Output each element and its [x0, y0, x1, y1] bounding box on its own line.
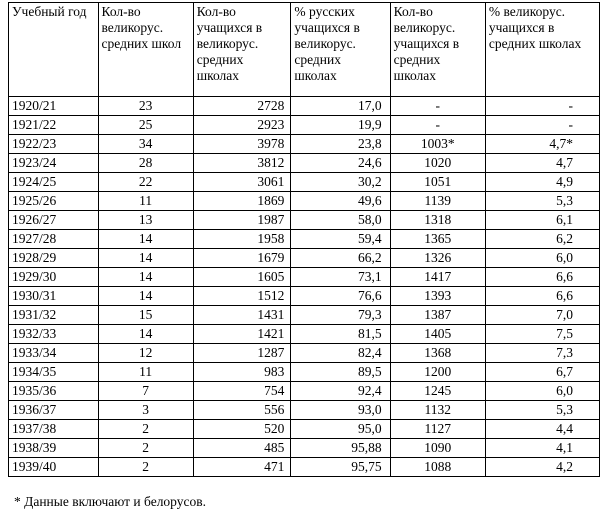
cell-russian-pupils-percent: 95,0 — [291, 420, 390, 439]
cell-school-count: 14 — [98, 325, 193, 344]
table-row — [9, 420, 600, 439]
cell-great-russian-pupils-count: 1326 — [390, 249, 485, 268]
cell-great-russian-pupils-count: 1090 — [390, 439, 485, 458]
cell-great-russian-pupils-count: 1088 — [390, 458, 485, 477]
cell-great-russian-pupils-percent: 4,1 — [485, 439, 599, 458]
cell-school-year: 1929/30 — [9, 268, 99, 287]
cell-great-russian-pupils-count: 1405 — [390, 325, 485, 344]
cell-school-count: 23 — [98, 97, 193, 116]
cell-pupil-count: 520 — [193, 420, 291, 439]
cell-great-russian-pupils-count: 1417 — [390, 268, 485, 287]
cell-great-russian-pupils-count: 1020 — [390, 154, 485, 173]
cell-school-count: 7 — [98, 382, 193, 401]
cell-school-count: 22 — [98, 173, 193, 192]
cell-school-count: 2 — [98, 439, 193, 458]
cell-pupil-count: 1987 — [193, 211, 291, 230]
cell-school-year: 1930/31 — [9, 287, 99, 306]
cell-school-year: 1923/24 — [9, 154, 99, 173]
header-school-count: Кол-во великорус. средних школ — [98, 3, 193, 97]
cell-russian-pupils-percent: 66,2 — [291, 249, 390, 268]
cell-russian-pupils-percent: 19,9 — [291, 116, 390, 135]
cell-great-russian-pupils-percent: 6,6 — [485, 287, 599, 306]
cell-school-count: 2 — [98, 458, 193, 477]
cell-pupil-count: 1958 — [193, 230, 291, 249]
cell-great-russian-pupils-percent: 6,1 — [485, 211, 599, 230]
cell-great-russian-pupils-count: - — [390, 116, 485, 135]
header-row — [9, 3, 600, 97]
cell-great-russian-pupils-percent: 7,5 — [485, 325, 599, 344]
cell-school-year: 1939/40 — [9, 458, 99, 477]
cell-school-year: 1927/28 — [9, 230, 99, 249]
table-row — [9, 230, 600, 249]
cell-pupil-count: 2728 — [193, 97, 291, 116]
cell-pupil-count: 1605 — [193, 268, 291, 287]
cell-school-year: 1938/39 — [9, 439, 99, 458]
cell-great-russian-pupils-count: 1318 — [390, 211, 485, 230]
table-row — [9, 97, 600, 116]
header-great-russian-pupils-percent: % великорус. учащихся в средних школах — [485, 3, 599, 97]
cell-great-russian-pupils-percent: - — [485, 97, 599, 116]
cell-school-count: 15 — [98, 306, 193, 325]
cell-school-count: 25 — [98, 116, 193, 135]
table-header — [9, 3, 600, 97]
table-row — [9, 401, 600, 420]
cell-pupil-count: 3978 — [193, 135, 291, 154]
table-row — [9, 192, 600, 211]
cell-russian-pupils-percent: 95,75 — [291, 458, 390, 477]
table-row — [9, 116, 600, 135]
cell-pupil-count: 3061 — [193, 173, 291, 192]
cell-school-year: 1924/25 — [9, 173, 99, 192]
cell-school-year: 1926/27 — [9, 211, 99, 230]
header-great-russian-pupils-count: Кол-во великорус. учащихся в средних школах — [390, 3, 485, 97]
cell-great-russian-pupils-count: 1003* — [390, 135, 485, 154]
cell-great-russian-pupils-count: 1139 — [390, 192, 485, 211]
cell-great-russian-pupils-percent: 6,0 — [485, 249, 599, 268]
cell-russian-pupils-percent: 89,5 — [291, 363, 390, 382]
cell-great-russian-pupils-count: 1245 — [390, 382, 485, 401]
cell-russian-pupils-percent: 95,88 — [291, 439, 390, 458]
table-row — [9, 287, 600, 306]
cell-great-russian-pupils-percent: 5,3 — [485, 192, 599, 211]
cell-russian-pupils-percent: 17,0 — [291, 97, 390, 116]
cell-great-russian-pupils-percent: 5,3 — [485, 401, 599, 420]
table-row — [9, 249, 600, 268]
cell-school-year: 1935/36 — [9, 382, 99, 401]
cell-pupil-count: 556 — [193, 401, 291, 420]
cell-pupil-count: 1869 — [193, 192, 291, 211]
cell-great-russian-pupils-percent: 6,2 — [485, 230, 599, 249]
cell-great-russian-pupils-percent: 4,7 — [485, 154, 599, 173]
cell-pupil-count: 471 — [193, 458, 291, 477]
table-body — [9, 97, 600, 477]
cell-russian-pupils-percent: 59,4 — [291, 230, 390, 249]
cell-pupil-count: 1431 — [193, 306, 291, 325]
cell-school-year: 1934/35 — [9, 363, 99, 382]
cell-pupil-count: 1421 — [193, 325, 291, 344]
cell-school-count: 14 — [98, 230, 193, 249]
table-row — [9, 306, 600, 325]
table-row — [9, 363, 600, 382]
cell-pupil-count: 3812 — [193, 154, 291, 173]
footnote: * Данные включают и белорусов. — [14, 494, 206, 509]
cell-pupil-count: 2923 — [193, 116, 291, 135]
cell-pupil-count: 754 — [193, 382, 291, 401]
cell-great-russian-pupils-percent: 7,3 — [485, 344, 599, 363]
header-russian-pupils-percent: % русских учащихся в великорус. средних школах — [291, 3, 390, 97]
cell-school-count: 11 — [98, 192, 193, 211]
cell-school-count: 14 — [98, 249, 193, 268]
cell-great-russian-pupils-percent: 4,2 — [485, 458, 599, 477]
cell-russian-pupils-percent: 76,6 — [291, 287, 390, 306]
cell-pupil-count: 1679 — [193, 249, 291, 268]
cell-school-count: 13 — [98, 211, 193, 230]
cell-great-russian-pupils-count: 1127 — [390, 420, 485, 439]
cell-school-count: 12 — [98, 344, 193, 363]
cell-great-russian-pupils-percent: 6,0 — [485, 382, 599, 401]
cell-pupil-count: 1287 — [193, 344, 291, 363]
cell-pupil-count: 983 — [193, 363, 291, 382]
table-row — [9, 211, 600, 230]
cell-pupil-count: 485 — [193, 439, 291, 458]
cell-great-russian-pupils-count: 1387 — [390, 306, 485, 325]
table-row — [9, 458, 600, 477]
cell-school-count: 34 — [98, 135, 193, 154]
cell-russian-pupils-percent: 30,2 — [291, 173, 390, 192]
table-row — [9, 382, 600, 401]
cell-great-russian-pupils-percent: 4,4 — [485, 420, 599, 439]
cell-great-russian-pupils-count: - — [390, 97, 485, 116]
header-school-year: Учебный год — [9, 3, 99, 97]
cell-school-count: 14 — [98, 287, 193, 306]
table-row — [9, 439, 600, 458]
cell-russian-pupils-percent: 92,4 — [291, 382, 390, 401]
cell-great-russian-pupils-count: 1393 — [390, 287, 485, 306]
cell-russian-pupils-percent: 79,3 — [291, 306, 390, 325]
cell-russian-pupils-percent: 82,4 — [291, 344, 390, 363]
cell-great-russian-pupils-count: 1132 — [390, 401, 485, 420]
table-row — [9, 173, 600, 192]
cell-school-year: 1932/33 — [9, 325, 99, 344]
cell-great-russian-pupils-percent: 6,7 — [485, 363, 599, 382]
cell-school-year: 1921/22 — [9, 116, 99, 135]
cell-school-year: 1936/37 — [9, 401, 99, 420]
table-row — [9, 325, 600, 344]
cell-school-year: 1933/34 — [9, 344, 99, 363]
cell-school-count: 11 — [98, 363, 193, 382]
cell-great-russian-pupils-percent: - — [485, 116, 599, 135]
cell-school-count: 3 — [98, 401, 193, 420]
cell-russian-pupils-percent: 73,1 — [291, 268, 390, 287]
cell-pupil-count: 1512 — [193, 287, 291, 306]
cell-russian-pupils-percent: 49,6 — [291, 192, 390, 211]
cell-russian-pupils-percent: 81,5 — [291, 325, 390, 344]
table-row — [9, 135, 600, 154]
cell-school-year: 1937/38 — [9, 420, 99, 439]
cell-great-russian-pupils-percent: 7,0 — [485, 306, 599, 325]
table-row — [9, 344, 600, 363]
cell-great-russian-pupils-count: 1365 — [390, 230, 485, 249]
statistics-table — [8, 2, 600, 477]
cell-school-year: 1922/23 — [9, 135, 99, 154]
cell-school-year: 1920/21 — [9, 97, 99, 116]
cell-school-year: 1931/32 — [9, 306, 99, 325]
cell-great-russian-pupils-percent: 6,6 — [485, 268, 599, 287]
header-pupil-count: Кол-во учащихся в великорус. средних школах — [193, 3, 291, 97]
cell-school-year: 1925/26 — [9, 192, 99, 211]
cell-school-year: 1928/29 — [9, 249, 99, 268]
cell-great-russian-pupils-count: 1200 — [390, 363, 485, 382]
cell-school-count: 28 — [98, 154, 193, 173]
cell-school-count: 2 — [98, 420, 193, 439]
cell-russian-pupils-percent: 58,0 — [291, 211, 390, 230]
table-row — [9, 268, 600, 287]
cell-great-russian-pupils-count: 1051 — [390, 173, 485, 192]
table-row — [9, 154, 600, 173]
cell-russian-pupils-percent: 93,0 — [291, 401, 390, 420]
cell-great-russian-pupils-percent: 4,7* — [485, 135, 599, 154]
cell-russian-pupils-percent: 23,8 — [291, 135, 390, 154]
cell-school-count: 14 — [98, 268, 193, 287]
cell-great-russian-pupils-percent: 4,9 — [485, 173, 599, 192]
cell-great-russian-pupils-count: 1368 — [390, 344, 485, 363]
cell-russian-pupils-percent: 24,6 — [291, 154, 390, 173]
